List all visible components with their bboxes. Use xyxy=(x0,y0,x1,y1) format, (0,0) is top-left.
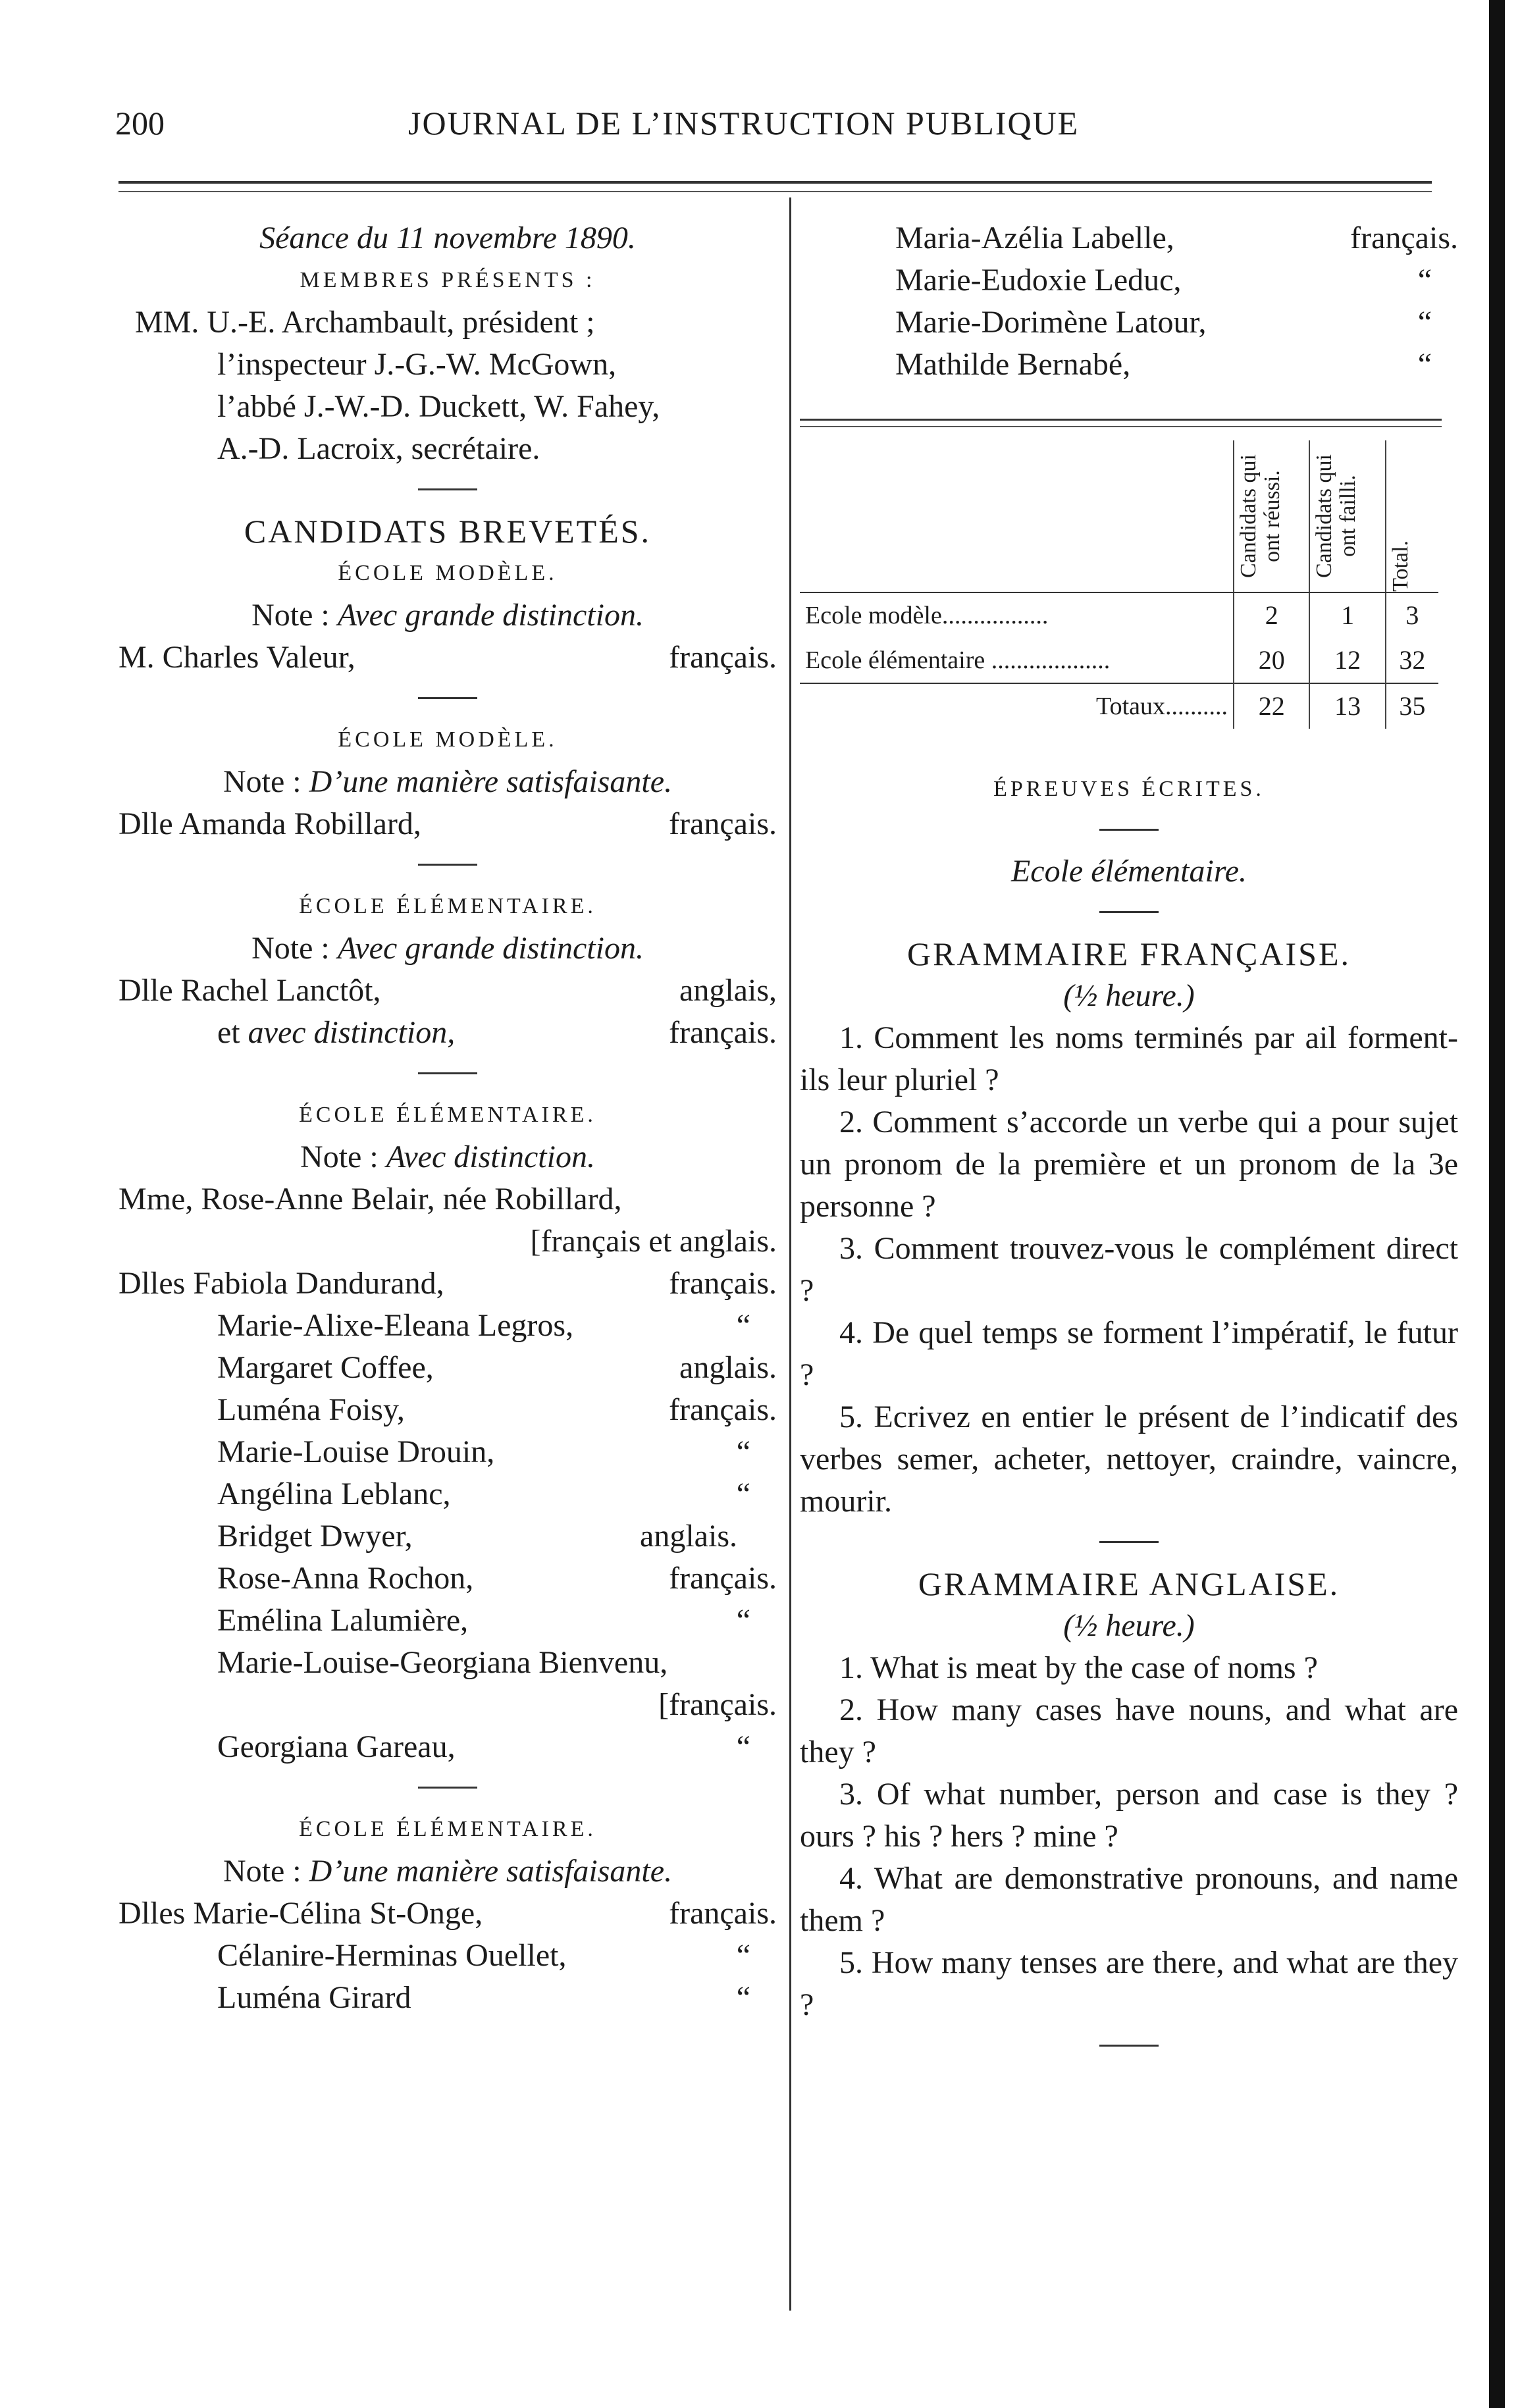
table-row xyxy=(800,592,1438,638)
section-dash xyxy=(1099,2045,1159,2047)
col-header: Total. xyxy=(1386,440,1438,592)
candidate-row: M. Charles Valeur, français. xyxy=(118,640,777,675)
members-heading: MEMBRES PRÉSENTS : xyxy=(300,268,596,292)
cell-total: 3 xyxy=(1386,592,1438,638)
table-corner xyxy=(800,440,1234,592)
member-line: l’abbé J.-W.-D. Duckett, W. Fahey, xyxy=(217,389,660,424)
col-header: Candidats qui ont réussi. xyxy=(1234,440,1309,592)
member-line: A.-D. Lacroix, secrétaire. xyxy=(217,431,540,466)
section-dash xyxy=(1099,911,1159,913)
cell-total: 35 xyxy=(1386,683,1438,729)
member-line: MM. U.-E. Archambault, président ; xyxy=(135,305,595,340)
candidate-row: Rose-Anna Rochon, français. xyxy=(217,1561,777,1596)
cell-fail: 13 xyxy=(1309,683,1385,729)
table-row-totals xyxy=(800,683,1438,729)
candidate-row: Dlles Marie-Célina St-Onge, français. xyxy=(118,1896,777,1931)
duration: (½ heure.) xyxy=(1063,1608,1195,1643)
school-heading: ÉCOLE ÉLÉMENTAIRE. xyxy=(299,1103,596,1127)
candidate-row: Dlles Fabiola Dandurand, français. xyxy=(118,1266,777,1301)
candidate-row: Georgiana Gareau, “ xyxy=(217,1729,750,1764)
question: 5. Ecrivez en entier le présent de l’indicatif des verbes semer, acheter, nettoyer, craindre, vaincre, mourir. xyxy=(800,1400,1458,1519)
grammaire-francaise-heading: GRAMMAIRE FRANÇAISE. xyxy=(907,935,1351,972)
school-heading: ÉCOLE MODÈLE. xyxy=(338,561,558,585)
cell-fail: 12 xyxy=(1309,638,1385,683)
row-label: Ecole élémentaire ................... xyxy=(805,646,1111,674)
question: 2. Comment s’accorde un verbe qui a pour sujet un pronom de la première et un pronom de la 3e personne ? xyxy=(800,1105,1458,1224)
row-label: Ecole modèle................. xyxy=(805,602,1049,629)
candidate-row: Luména Girard “ xyxy=(217,1980,750,2015)
candidate-row: Marie-Eudoxie Leduc, “ xyxy=(895,263,1432,298)
school-heading: ÉCOLE ÉLÉMENTAIRE. xyxy=(299,1817,596,1841)
school-heading: ÉCOLE ÉLÉMENTAIRE. xyxy=(299,894,596,918)
candidate-row: Angélina Leblanc, “ xyxy=(217,1477,750,1511)
candidats-heading: CANDIDATS BREVETÉS. xyxy=(244,513,652,550)
candidate-row: Bridget Dwyer, anglais. xyxy=(217,1519,737,1554)
candidate-row-cont: [français. xyxy=(658,1687,777,1722)
page-number: 200 xyxy=(115,105,165,142)
grammaire-anglaise-heading: GRAMMAIRE ANGLAISE. xyxy=(918,1565,1340,1602)
candidate-row: Mathilde Bernabé, “ xyxy=(895,347,1432,382)
question: 4. De quel temps se forment l’impératif, le futur ? xyxy=(800,1315,1458,1392)
header-rule-thin xyxy=(118,191,1432,192)
note-line: Note : Avec grande distinction. xyxy=(251,931,644,966)
section-dash xyxy=(418,864,477,866)
section-dash xyxy=(418,1072,477,1074)
candidate-row: Dlle Amanda Robillard, français. xyxy=(118,806,777,841)
cell-total: 32 xyxy=(1386,638,1438,683)
candidate-row: Emélina Lalumière, “ xyxy=(217,1603,750,1638)
table-rule xyxy=(800,419,1442,421)
candidate-row: et avec distinction, français. xyxy=(217,1015,777,1050)
candidate-row: Célanire-Herminas Ouellet, “ xyxy=(217,1938,750,1973)
candidate-row: Dlle Rachel Lanctôt, anglais, xyxy=(118,973,777,1008)
member-line: l’inspecteur J.-G.-W. McGown, xyxy=(217,347,617,382)
candidate-row: Margaret Coffee, anglais. xyxy=(217,1350,777,1385)
note-line: Note : Avec distinction. xyxy=(300,1139,595,1174)
section-dash xyxy=(1099,829,1159,831)
question: 5. How many tenses are there, and what are they ? xyxy=(800,1945,1458,2022)
section-dash xyxy=(418,488,477,490)
section-dash xyxy=(418,1787,477,1789)
cell-ok: 2 xyxy=(1234,592,1309,638)
cell-ok: 20 xyxy=(1234,638,1309,683)
school-heading: ÉCOLE MODÈLE. xyxy=(338,727,558,752)
question: 3. Comment trouvez-vous le complément direct ? xyxy=(800,1231,1458,1308)
candidate-row: Marie-Alixe-Eleana Legros, “ xyxy=(217,1308,750,1343)
table-row xyxy=(800,638,1438,683)
section-dash xyxy=(1099,1541,1159,1543)
running-header: JOURNAL DE L’INSTRUCTION PUBLIQUE xyxy=(408,105,1080,142)
header-rule xyxy=(118,181,1432,184)
candidate-row-cont: [français et anglais. xyxy=(530,1224,777,1259)
candidate-row: Marie-Louise Drouin, “ xyxy=(217,1434,750,1469)
seance-date: Séance du 11 novembre 1890. xyxy=(259,221,636,255)
left-column xyxy=(118,217,777,2019)
note-line: Note : D’une manière satisfaisante. xyxy=(223,1854,673,1889)
note-line: Note : D’une manière satisfaisante. xyxy=(223,764,673,799)
question: 3. Of what number, person and case is they ? ours ? his ? hers ? mine ? xyxy=(800,1777,1458,1854)
cell-fail: 1 xyxy=(1309,592,1385,638)
table-rule-thin xyxy=(800,426,1442,427)
candidate-row: Maria-Azélia Labelle, français. xyxy=(895,221,1458,255)
ecole-elementaire-heading: Ecole élémentaire. xyxy=(1010,854,1247,889)
candidate-row: Mme, Rose-Anne Belair, née Robillard, xyxy=(118,1182,622,1217)
row-label: Totaux.......... xyxy=(800,683,1234,729)
question: 1. Comment les noms terminés par ail forment-ils leur pluriel ? xyxy=(800,1020,1458,1097)
column-divider xyxy=(789,197,791,2311)
page-edge-shadow xyxy=(1489,0,1505,2408)
results-table xyxy=(800,440,1438,729)
right-column xyxy=(800,217,1458,2066)
cell-ok: 22 xyxy=(1234,683,1309,729)
candidate-row: Marie-Louise-Georgiana Bienvenu, xyxy=(217,1645,668,1680)
candidate-row: Marie-Dorimène Latour, “ xyxy=(895,305,1432,340)
candidate-row: Luména Foisy, français. xyxy=(217,1392,777,1427)
note-line: Note : Avec grande distinction. xyxy=(251,598,644,633)
question: 4. What are demonstrative pronouns, and name them ? xyxy=(800,1861,1458,1938)
col-header: Candidats qui ont failli. xyxy=(1309,440,1385,592)
question: 2. How many cases have nouns, and what are they ? xyxy=(800,1692,1458,1769)
epreuves-heading: ÉPREUVES ÉCRITES. xyxy=(993,777,1265,801)
section-dash xyxy=(418,697,477,699)
question: 1. What is meat by the case of noms ? xyxy=(839,1650,1318,1685)
duration: (½ heure.) xyxy=(1063,978,1195,1013)
